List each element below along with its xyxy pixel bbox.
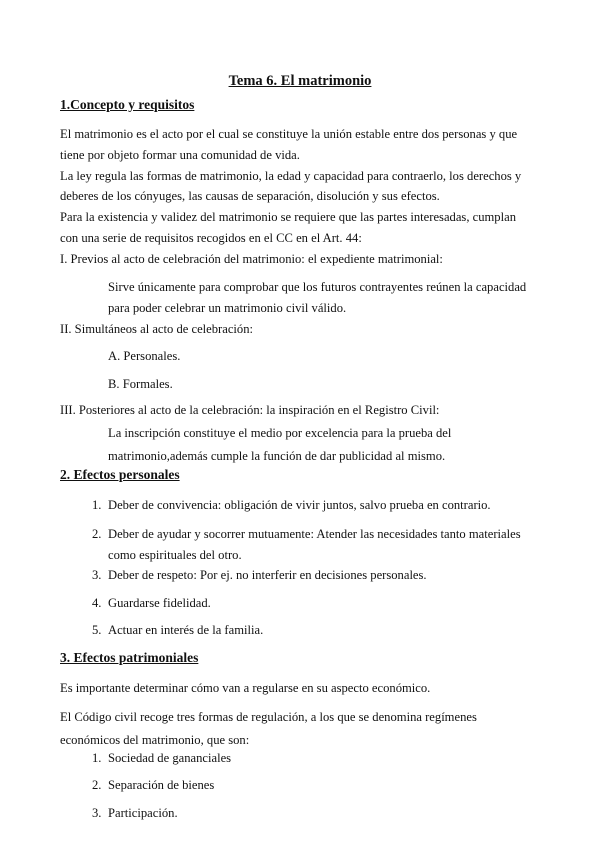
- list-item: Actuar en interés de la familia.: [108, 623, 264, 637]
- paragraph-line: El Código civil recoge tres formas de regulación, a los que se denomina regímenes: [60, 710, 477, 724]
- list-item: A. Personales.: [108, 349, 181, 363]
- list-number: 1.: [92, 751, 102, 765]
- list-number: 4.: [92, 596, 102, 610]
- list-number: 1.: [92, 498, 102, 512]
- list-number: 2.: [92, 778, 102, 792]
- section-2-heading: 2. Efectos personales: [60, 467, 180, 482]
- paragraph-line: I. Previos al acto de celebración del matrimonio: el expediente matrimonial:: [60, 252, 443, 266]
- indented-line: Sirve únicamente para comprobar que los futuros contrayentes reúnen la capacidad: [108, 280, 527, 294]
- list-item: Guardarse fidelidad.: [108, 596, 211, 610]
- paragraph-line: III. Posteriores al acto de la celebración: la inspiración en el Registro Civil:: [60, 403, 440, 417]
- paragraph-line: tiene por objeto formar una comunidad de vida.: [60, 148, 300, 162]
- section-1-heading: 1.Concepto y requisitos: [60, 97, 195, 112]
- list-number: 5.: [92, 623, 102, 637]
- paragraph-line: El matrimonio es el acto por el cual se constituye la unión estable entre dos personas y que: [60, 127, 518, 141]
- list-number: 3.: [92, 568, 102, 582]
- paragraph-line: La ley regula las formas de matrimonio, la edad y capacidad para contraerlo, los derechos y: [60, 169, 522, 183]
- paragraph-line: económicos del matrimonio, que son:: [60, 733, 250, 747]
- list-item: B. Formales.: [108, 377, 173, 391]
- paragraph-line: con una serie de requisitos recogidos en el CC en el Art. 44:: [60, 231, 362, 245]
- indented-line: matrimonio,además cumple la función de dar publicidad al mismo.: [108, 449, 446, 463]
- list-item: Deber de respeto: Por ej. no interferir en decisiones personales.: [108, 568, 427, 582]
- list-item: Deber de ayudar y socorrer mutuamente: Atender las necesidades tanto materiales: [108, 527, 521, 541]
- list-item: Participación.: [108, 806, 178, 820]
- list-item: Separación de bienes: [108, 778, 215, 792]
- paragraph-line: II. Simultáneos al acto de celebración:: [60, 322, 254, 336]
- section-3-heading: 3. Efectos patrimoniales: [60, 650, 199, 665]
- paragraph-line: Para la existencia y validez del matrimonio se requiere que las partes interesadas, cumplan: [60, 210, 516, 224]
- list-item: Sociedad de gananciales: [108, 751, 232, 765]
- paragraph-line: Es importante determinar cómo van a regularse en su aspecto económico.: [60, 681, 431, 695]
- paragraph-line: deberes de los cónyuges, las causas de separación, disolución y sus efectos.: [60, 189, 440, 203]
- list-number: 2.: [92, 527, 102, 541]
- page-title: Tema 6. El matrimonio: [228, 73, 372, 89]
- list-item: Deber de convivencia: obligación de vivir juntos, salvo prueba en contrario.: [108, 498, 491, 512]
- indented-line: La inscripción constituye el medio por excelencia para la prueba del: [108, 426, 452, 440]
- list-number: 3.: [92, 806, 102, 820]
- indented-line: para poder celebrar un matrimonio civil válido.: [108, 301, 347, 315]
- list-item-continuation: como espirituales del otro.: [108, 548, 242, 562]
